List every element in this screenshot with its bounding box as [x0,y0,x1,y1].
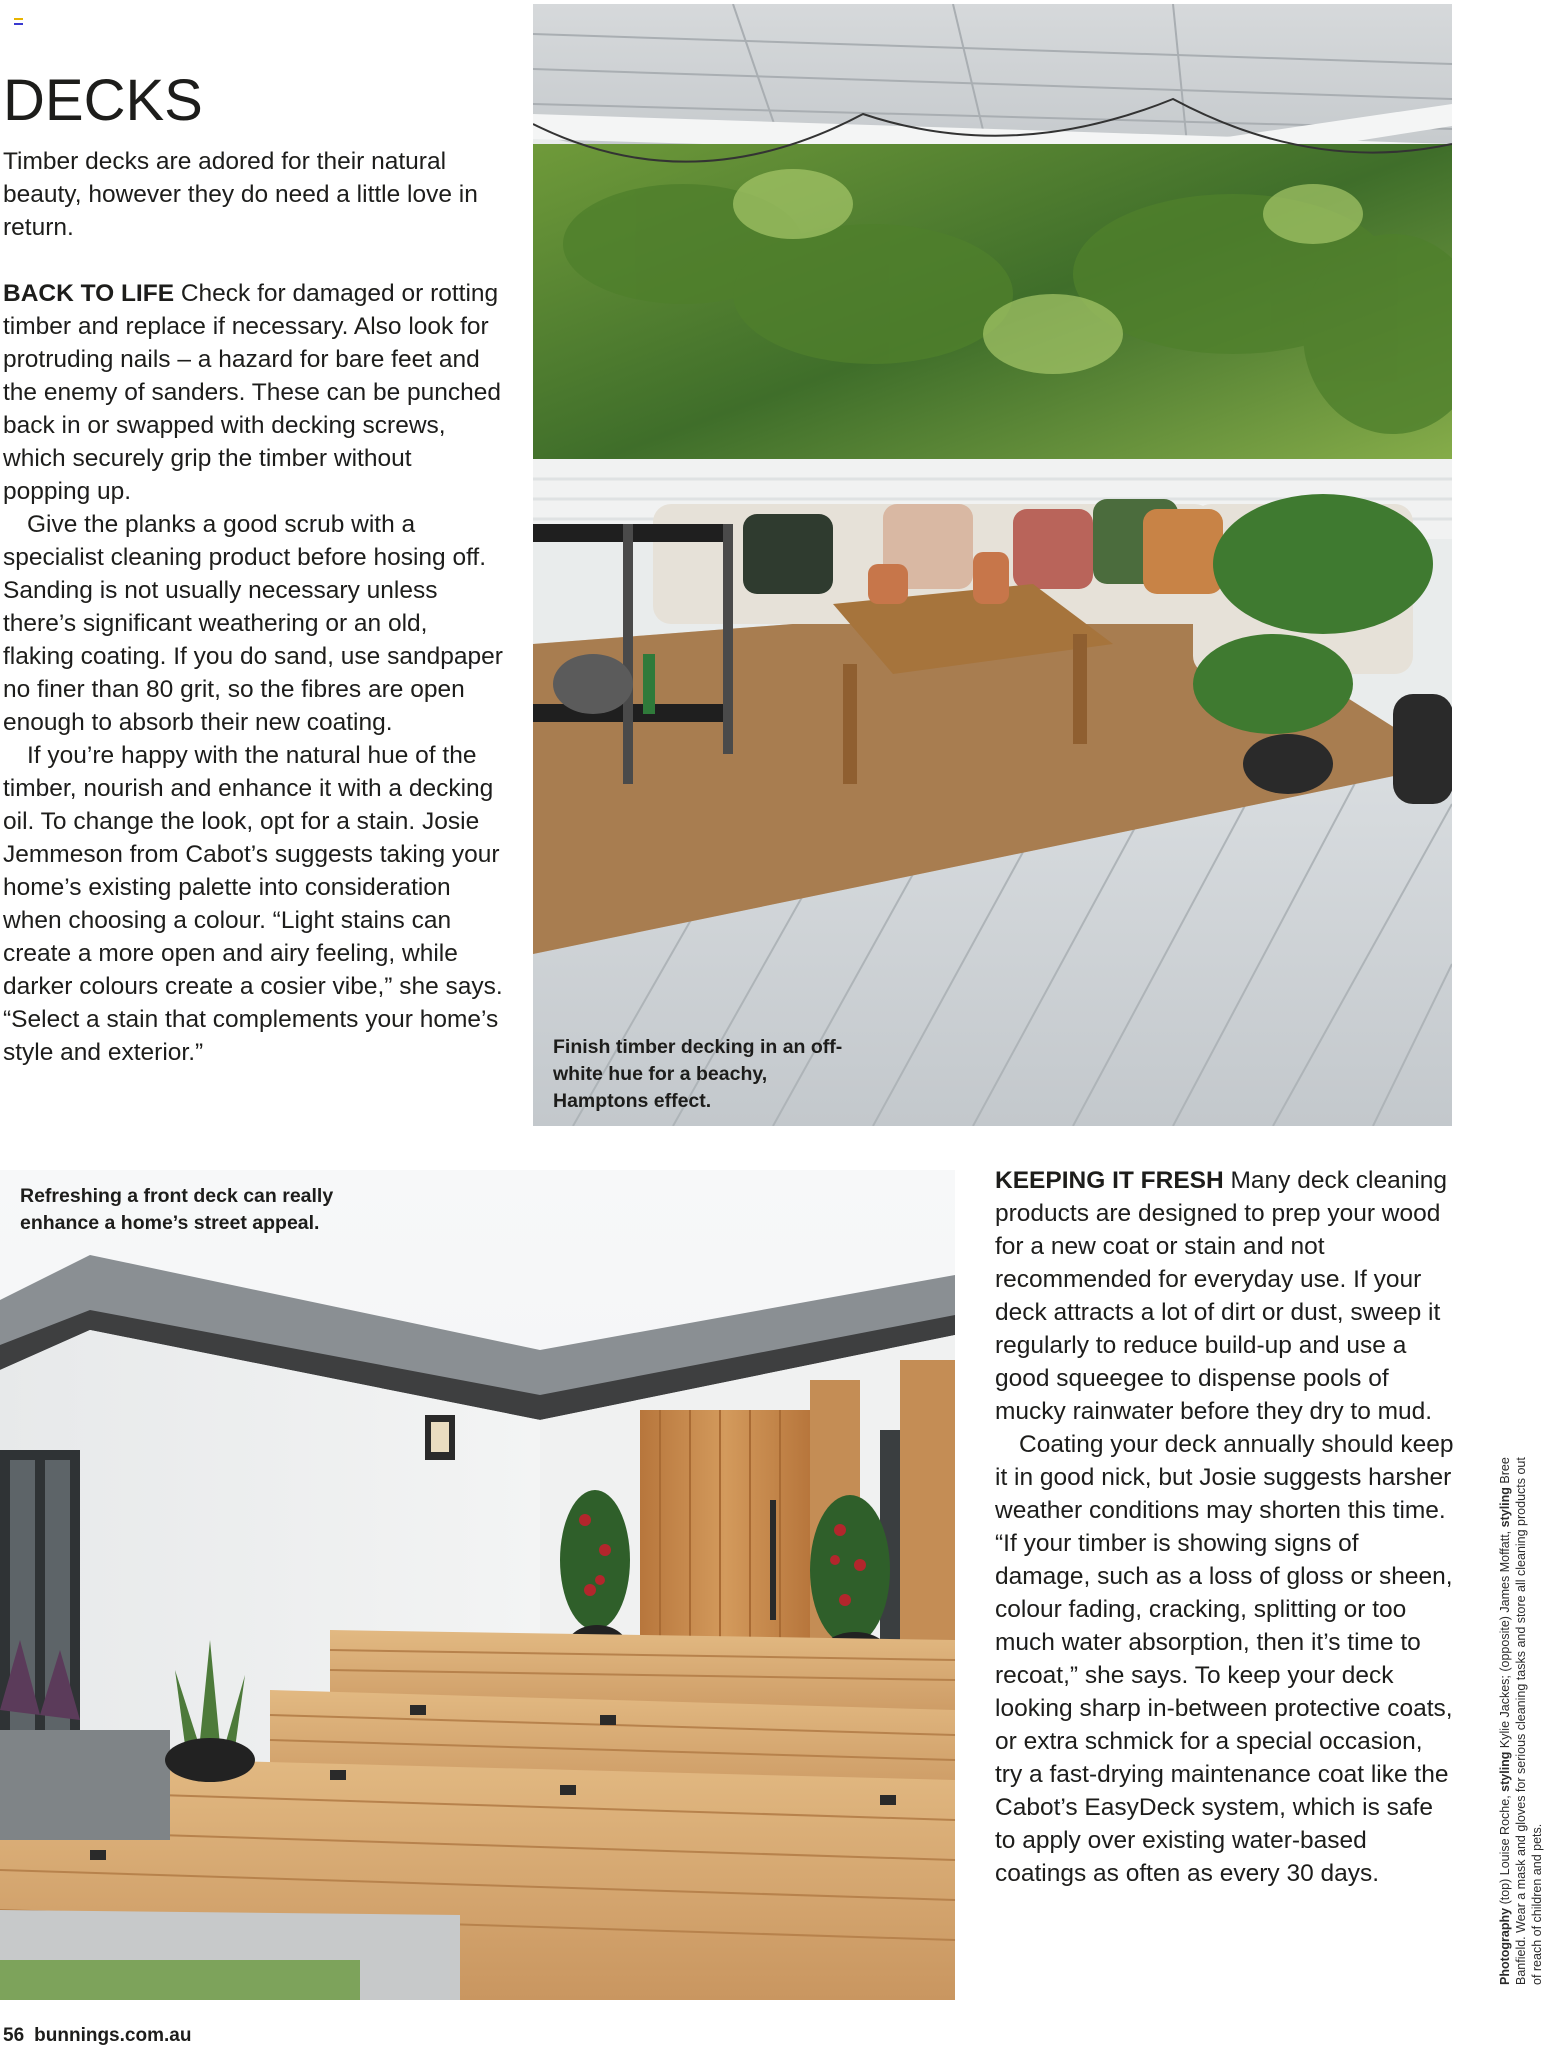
page-footer [3,2025,191,2047]
keeping-fresh-text-1: Many deck cleaning products are designed to prep your wood for a new coat or stain and not recommended for everyday use. If your deck attracts a lot of dirt or dust, sweep it regularly to reduce build-up and use a good squeegee to dispense pools of mucky rainwater before they dry to mud. [995,1167,1448,1425]
back-to-life-paragraph-1 [3,277,503,508]
front-deck-house-illustration [0,1170,955,2000]
back-to-life-paragraph-3: If you’re happy with the natural hue of the timber, nourish and enhance it with a decking oil. To change the look, opt for a stain. Josie Jemmeson from Cabot’s suggests taking your home’s existing palette into consideration when choosing a colour. “Light stains can create a more open and airy feeling, while darker colours create a cosier vibe,” she says. “Select a stain that complements your home’s style and exterior.” [3,742,503,1066]
back-to-life-lead: BACK TO LIFE [3,280,175,307]
keeping-fresh-lead: KEEPING IT FRESH [995,1167,1224,1194]
right-column-text [995,1164,1455,1890]
top-photo-caption: Finish timber decking in an off-white hue for a beachy, Hamptons effect. [553,1036,843,1112]
intro-paragraph: Timber decks are adored for their natural beauty, however they do need a little love in return. [3,148,478,241]
menu-icon[interactable] [14,18,23,25]
front-deck-house-photo [0,1170,955,2000]
keeping-fresh-paragraph-1 [995,1164,1455,1428]
back-to-life-text-1: Check for damaged or rotting timber and replace if necessary. Also look for protruding nails – a hazard for bare feet and the enemy of sanders. These can be punched back in or swapped with decking screws, which securely grip the timber without popping up. [3,280,502,505]
covered-deck-lounge-illustration [533,4,1452,1126]
menu-icon-bar-bottom [14,23,23,25]
left-column-text [3,145,503,1069]
covered-deck-lounge-photo [533,4,1452,1126]
back-to-life-paragraph-2: Give the planks a good scrub with a specialist cleaning product before hosing off. Sanding is not usually necessary unless there’s significant weathering or an old, flaking coating. If you do sand, use sandpaper no finer than 80 grit, so the fibres are open enough to absorb their new coating. [3,511,503,736]
page-number: 56 [3,2025,25,2046]
credit-photography-text: (top) Louise Roche, [1498,1795,1512,1905]
credit-photography-label: Photography [1498,1907,1512,1985]
site-url[interactable]: bunnings.com.au [34,2025,192,2046]
credit-styling-text: Kylie Jackes; (opposite) James Moffatt, [1498,1530,1512,1749]
page-title: DECKS [3,68,203,133]
credit-styling2-text: Bree Banfield. Wear a mask and gloves for serious cleaning tasks and store all cleaning products out of reach of children and pets. [1498,1457,1544,1985]
menu-icon-bar-top [14,18,23,20]
credit-styling-label: styling [1498,1751,1512,1792]
photo-credit [1497,1455,1545,1985]
keeping-fresh-paragraph-2: Coating your deck annually should keep it in good nick, but Josie suggests harsher weather conditions may shorten this time. “If your timber is showing signs of damage, such as a loss of gloss or sheen, colour fading, cracking, splitting or too much water absorption, then it’s time to recoat,” she says. To keep your deck looking sharp in-between protective coats, or extra schmick for a special occasion, try a fast-drying maintenance coat like the Cabot’s EasyDeck system, which is safe to apply over existing water-based coatings as often as every 30 days. [995,1431,1454,1887]
bottom-photo-caption: Refreshing a front deck can really enhance a home’s street appeal. [20,1185,334,1234]
credit-styling2-label: styling [1498,1487,1512,1528]
